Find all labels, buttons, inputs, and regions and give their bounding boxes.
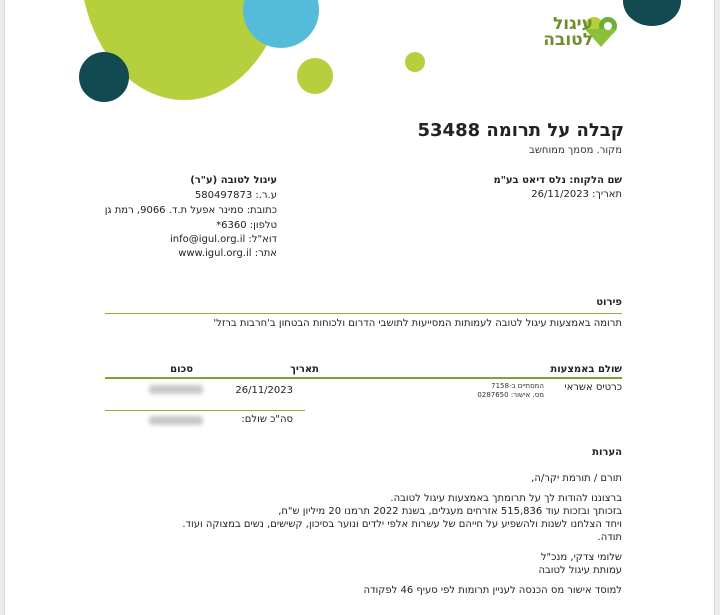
org-address: כתובת: סמינר אפעל ת.ד. 9066, רמת גן — [104, 205, 277, 216]
col-amount-header: סכום — [170, 364, 193, 375]
total-rule — [105, 410, 305, 411]
notes-thanks: ברצוננו להודות לך על תרומתך באמצעות עיגול לטובה. — [390, 493, 622, 504]
logo-line2: לטובה — [543, 30, 593, 50]
approval-number: מס. אישור: 0287650 — [477, 391, 544, 399]
signature-org: עמותת עיגול לטובה — [538, 565, 622, 576]
amount-redacted — [149, 385, 203, 394]
receipt-page — [4, 0, 715, 615]
org-phone: טלפון: 6360* — [216, 220, 277, 231]
notes-thank-you: תודה. — [597, 532, 622, 543]
decor-circle-lime-medium — [297, 58, 333, 94]
decor-circle-lime-small — [405, 52, 425, 72]
receipt-subtitle: מקור. מסמך ממוחשב — [529, 145, 622, 156]
card-last-digits: המסתיים ב-7158 — [491, 382, 544, 390]
receipt-title: קבלה על תרומה 53488 — [417, 120, 624, 141]
org-logo — [541, 12, 631, 60]
notes-heading: הערות — [592, 447, 622, 458]
customer-name: שם הלקוח: נלס דיאט בע"מ — [493, 175, 622, 186]
notes-change: ויחד הצלחנו לשנות ולהשפיע על חייהם של עשרות אלפי ילדים ונוער בסיכון, קשישים, נשים במצוקה ועוד. — [182, 519, 622, 530]
total-redacted — [149, 416, 203, 425]
col-method-header: שולם באמצעות — [550, 364, 622, 375]
details-heading: פירוט — [596, 297, 622, 308]
col-date-header: תאריך — [290, 364, 319, 375]
org-email: דוא"ל: info@igul.org.il — [169, 234, 277, 245]
org-website: אתר: www.igul.org.il — [178, 248, 277, 259]
org-reg: ע.ר.: 580497873 — [194, 190, 277, 201]
table-header-rule — [105, 377, 622, 379]
payment-method: כרטיס אשראי — [564, 382, 622, 393]
total-label: סה"כ שולם: — [241, 414, 293, 425]
tax-footer: למוסד אישור מס הכנסה לעניין תרומות לפי סעיף 46 לפקודה — [363, 585, 622, 596]
details-text: תרומה באמצעות עיגול לטובה לעמותות המסייעות לתושבי הדרום ולכוחות הבטחון ב'חרבות ברזל' — [213, 318, 622, 329]
payment-date: 26/11/2023 — [235, 385, 293, 396]
notes-greeting: תורם / תורמת יקר/ה, — [531, 473, 622, 484]
decor-circle-dark-corner — [623, 0, 681, 26]
decor-circle-dark — [79, 52, 129, 102]
notes-impact: בזכותך ובזכות עוד 515,836 אזרחים מעגלים, בשנת 2022 תרמנו 20 מיליון ש"ח, — [278, 506, 622, 517]
org-name: עיגול לטובה (ע"ר) — [190, 175, 277, 186]
signature-name: שלומי צדקי, מנכ"ל — [540, 552, 622, 563]
logo-line1: עיגול — [552, 14, 593, 34]
details-rule — [105, 313, 622, 314]
receipt-date: תאריך: 26/11/2023 — [531, 189, 622, 200]
